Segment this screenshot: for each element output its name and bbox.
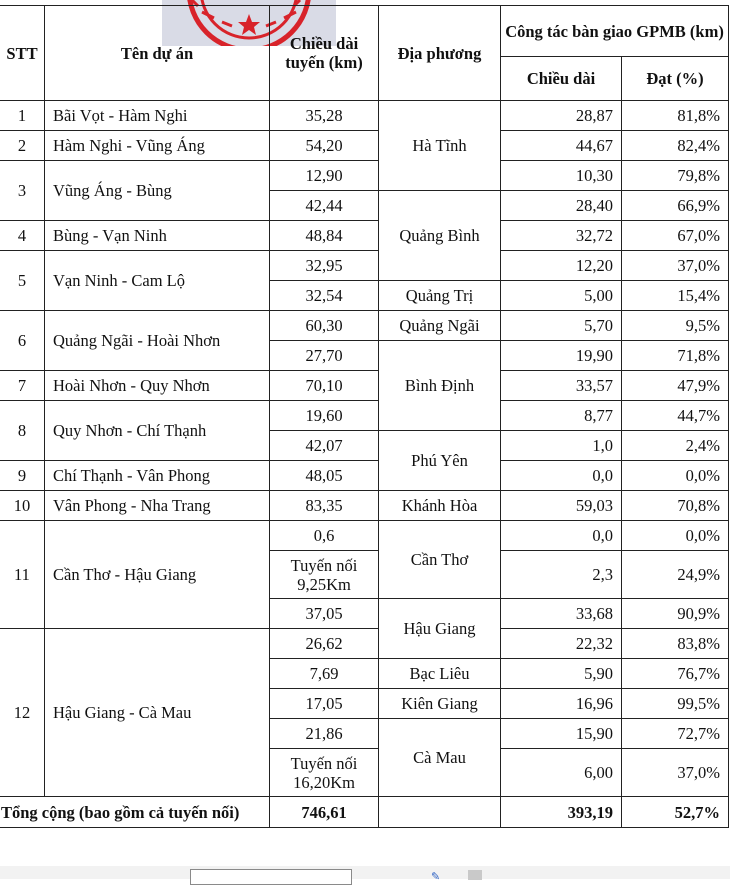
header-gpmb-length: Chiều dài bbox=[501, 57, 622, 101]
locality-cell: Cần Thơ bbox=[379, 521, 501, 599]
locality-cell: Cà Mau bbox=[379, 719, 501, 797]
gpmb-length-cell: 0,0 bbox=[501, 521, 622, 551]
stt-cell: 6 bbox=[0, 311, 45, 371]
project-name-cell: Quảng Ngãi - Hoài Nhơn bbox=[45, 311, 270, 371]
route-length-cell: 7,69 bbox=[270, 659, 379, 689]
gpmb-percent-cell: 66,9% bbox=[622, 191, 729, 221]
total-locality-empty bbox=[379, 797, 501, 828]
stt-cell: 9 bbox=[0, 461, 45, 491]
table-row bbox=[0, 521, 729, 551]
gpmb-length-cell: 33,57 bbox=[501, 371, 622, 401]
gpmb-percent-cell: 67,0% bbox=[622, 221, 729, 251]
pencil-icon[interactable]: ✎ bbox=[431, 870, 441, 883]
route-length-cell: 42,07 bbox=[270, 431, 379, 461]
route-length-cell: 83,35 bbox=[270, 491, 379, 521]
gpmb-length-cell: 59,03 bbox=[501, 491, 622, 521]
gpmb-percent-cell: 72,7% bbox=[622, 719, 729, 749]
gpmb-length-cell: 15,90 bbox=[501, 719, 622, 749]
route-length-cell: 12,90 bbox=[270, 161, 379, 191]
route-length-cell: 60,30 bbox=[270, 311, 379, 341]
gpmb-percent-cell: 9,5% bbox=[622, 311, 729, 341]
gpmb-length-cell: 2,3 bbox=[501, 551, 622, 599]
route-length-cell: 48,05 bbox=[270, 461, 379, 491]
total-gpmb-length: 393,19 bbox=[501, 797, 622, 828]
route-length-cell: 19,60 bbox=[270, 401, 379, 431]
table-row bbox=[0, 251, 729, 281]
gpmb-percent-cell: 81,8% bbox=[622, 101, 729, 131]
stt-cell: 8 bbox=[0, 401, 45, 461]
gpmb-length-cell: 1,0 bbox=[501, 431, 622, 461]
gpmb-percent-cell: 24,9% bbox=[622, 551, 729, 599]
gpmb-percent-cell: 70,8% bbox=[622, 491, 729, 521]
gpmb-percent-cell: 76,7% bbox=[622, 659, 729, 689]
route-length-cell: 26,62 bbox=[270, 629, 379, 659]
route-length-cell: 32,54 bbox=[270, 281, 379, 311]
bottom-toolbar bbox=[0, 866, 730, 883]
stt-cell: 5 bbox=[0, 251, 45, 311]
route-length-cell: 35,28 bbox=[270, 101, 379, 131]
header-project-name: Tên dự án bbox=[45, 6, 270, 101]
table-row bbox=[0, 131, 729, 161]
gpmb-length-cell: 5,70 bbox=[501, 311, 622, 341]
gpmb-length-cell: 0,0 bbox=[501, 461, 622, 491]
gpmb-percent-cell: 83,8% bbox=[622, 629, 729, 659]
project-name-cell: Chí Thạnh - Vân Phong bbox=[45, 461, 270, 491]
gpmb-percent-cell: 37,0% bbox=[622, 749, 729, 797]
total-length: 746,61 bbox=[270, 797, 379, 828]
route-length-cell: 32,95 bbox=[270, 251, 379, 281]
route-length-cell: 27,70 bbox=[270, 341, 379, 371]
gpmb-length-cell: 33,68 bbox=[501, 599, 622, 629]
header-gpmb-percent: Đạt (%) bbox=[622, 57, 729, 101]
gpmb-length-cell: 10,30 bbox=[501, 161, 622, 191]
project-name-cell: Hậu Giang - Cà Mau bbox=[45, 629, 270, 797]
table-row bbox=[0, 221, 729, 251]
route-length-cell: 42,44 bbox=[270, 191, 379, 221]
locality-cell: Hậu Giang bbox=[379, 599, 501, 659]
gpmb-table bbox=[0, 5, 729, 828]
gpmb-percent-cell: 44,7% bbox=[622, 401, 729, 431]
gpmb-percent-cell: 15,4% bbox=[622, 281, 729, 311]
stt-cell: 11 bbox=[0, 521, 45, 629]
gpmb-percent-cell: 82,4% bbox=[622, 131, 729, 161]
stt-cell: 2 bbox=[0, 131, 45, 161]
gpmb-length-cell: 5,00 bbox=[501, 281, 622, 311]
project-name-cell: Cần Thơ - Hậu Giang bbox=[45, 521, 270, 629]
route-length-cell: 17,05 bbox=[270, 689, 379, 719]
stt-cell: 10 bbox=[0, 491, 45, 521]
gpmb-length-cell: 32,72 bbox=[501, 221, 622, 251]
project-name-cell: Quy Nhơn - Chí Thạnh bbox=[45, 401, 270, 461]
route-length-cell: 21,86 bbox=[270, 719, 379, 749]
stt-cell: 4 bbox=[0, 221, 45, 251]
gpmb-length-cell: 12,20 bbox=[501, 251, 622, 281]
gpmb-length-cell: 8,77 bbox=[501, 401, 622, 431]
header-locality: Địa phương bbox=[379, 6, 501, 101]
table-row bbox=[0, 371, 729, 401]
gpmb-length-cell: 22,32 bbox=[501, 629, 622, 659]
table-row bbox=[0, 491, 729, 521]
locality-cell: Bạc Liêu bbox=[379, 659, 501, 689]
gpmb-percent-cell: 47,9% bbox=[622, 371, 729, 401]
total-label: Tổng cộng (bao gồm cả tuyến nối) bbox=[0, 797, 270, 828]
gpmb-length-cell: 16,96 bbox=[501, 689, 622, 719]
route-length-cell: 54,20 bbox=[270, 131, 379, 161]
stt-cell: 7 bbox=[0, 371, 45, 401]
gpmb-length-cell: 6,00 bbox=[501, 749, 622, 797]
header-stt: STT bbox=[0, 6, 45, 101]
route-length-cell: 70,10 bbox=[270, 371, 379, 401]
route-length-cell: 0,6 bbox=[270, 521, 379, 551]
header-route-length: Chiều dài tuyến (km) bbox=[270, 6, 379, 101]
table-row bbox=[0, 311, 729, 341]
gpmb-percent-cell: 71,8% bbox=[622, 341, 729, 371]
project-name-cell: Hoài Nhơn - Quy Nhơn bbox=[45, 371, 270, 401]
project-name-cell: Bãi Vọt - Hàm Nghi bbox=[45, 101, 270, 131]
table-row bbox=[0, 101, 729, 131]
gpmb-percent-cell: 79,8% bbox=[622, 161, 729, 191]
bottom-text-input[interactable] bbox=[190, 869, 352, 885]
gpmb-length-cell: 19,90 bbox=[501, 341, 622, 371]
table-row bbox=[0, 461, 729, 491]
locality-cell: Hà Tĩnh bbox=[379, 101, 501, 191]
locality-cell: Phú Yên bbox=[379, 431, 501, 491]
gpmb-percent-cell: 90,9% bbox=[622, 599, 729, 629]
stt-cell: 3 bbox=[0, 161, 45, 221]
route-length-cell: Tuyến nối 9,25Km bbox=[270, 551, 379, 599]
stt-cell: 1 bbox=[0, 101, 45, 131]
route-length-cell: Tuyến nối 16,20Km bbox=[270, 749, 379, 797]
project-name-cell: Vạn Ninh - Cam Lộ bbox=[45, 251, 270, 311]
locality-cell: Bình Định bbox=[379, 341, 501, 431]
gpmb-length-cell: 44,67 bbox=[501, 131, 622, 161]
gpmb-length-cell: 28,87 bbox=[501, 101, 622, 131]
total-row bbox=[0, 797, 729, 828]
project-name-cell: Bùng - Vạn Ninh bbox=[45, 221, 270, 251]
project-name-cell: Vũng Áng - Bùng bbox=[45, 161, 270, 221]
table-row bbox=[0, 629, 729, 659]
gpmb-percent-cell: 2,4% bbox=[622, 431, 729, 461]
locality-cell: Quảng Bình bbox=[379, 191, 501, 281]
gpmb-length-cell: 28,40 bbox=[501, 191, 622, 221]
total-gpmb-percent: 52,7% bbox=[622, 797, 729, 828]
table-row bbox=[0, 161, 729, 191]
locality-cell: Khánh Hòa bbox=[379, 491, 501, 521]
table-row bbox=[0, 401, 729, 431]
header-gpmb: Công tác bàn giao GPMB (km) bbox=[501, 6, 729, 57]
gpmb-percent-cell: 37,0% bbox=[622, 251, 729, 281]
gpmb-percent-cell: 0,0% bbox=[622, 461, 729, 491]
locality-cell: Quảng Ngãi bbox=[379, 311, 501, 341]
project-name-cell: Vân Phong - Nha Trang bbox=[45, 491, 270, 521]
stt-cell: 12 bbox=[0, 629, 45, 797]
route-length-cell: 37,05 bbox=[270, 599, 379, 629]
locality-cell: Kiên Giang bbox=[379, 689, 501, 719]
gpmb-length-cell: 5,90 bbox=[501, 659, 622, 689]
locality-cell: Quảng Trị bbox=[379, 281, 501, 311]
gpmb-percent-cell: 0,0% bbox=[622, 521, 729, 551]
gpmb-percent-cell: 99,5% bbox=[622, 689, 729, 719]
route-length-cell: 48,84 bbox=[270, 221, 379, 251]
project-name-cell: Hàm Nghi - Vũng Áng bbox=[45, 131, 270, 161]
